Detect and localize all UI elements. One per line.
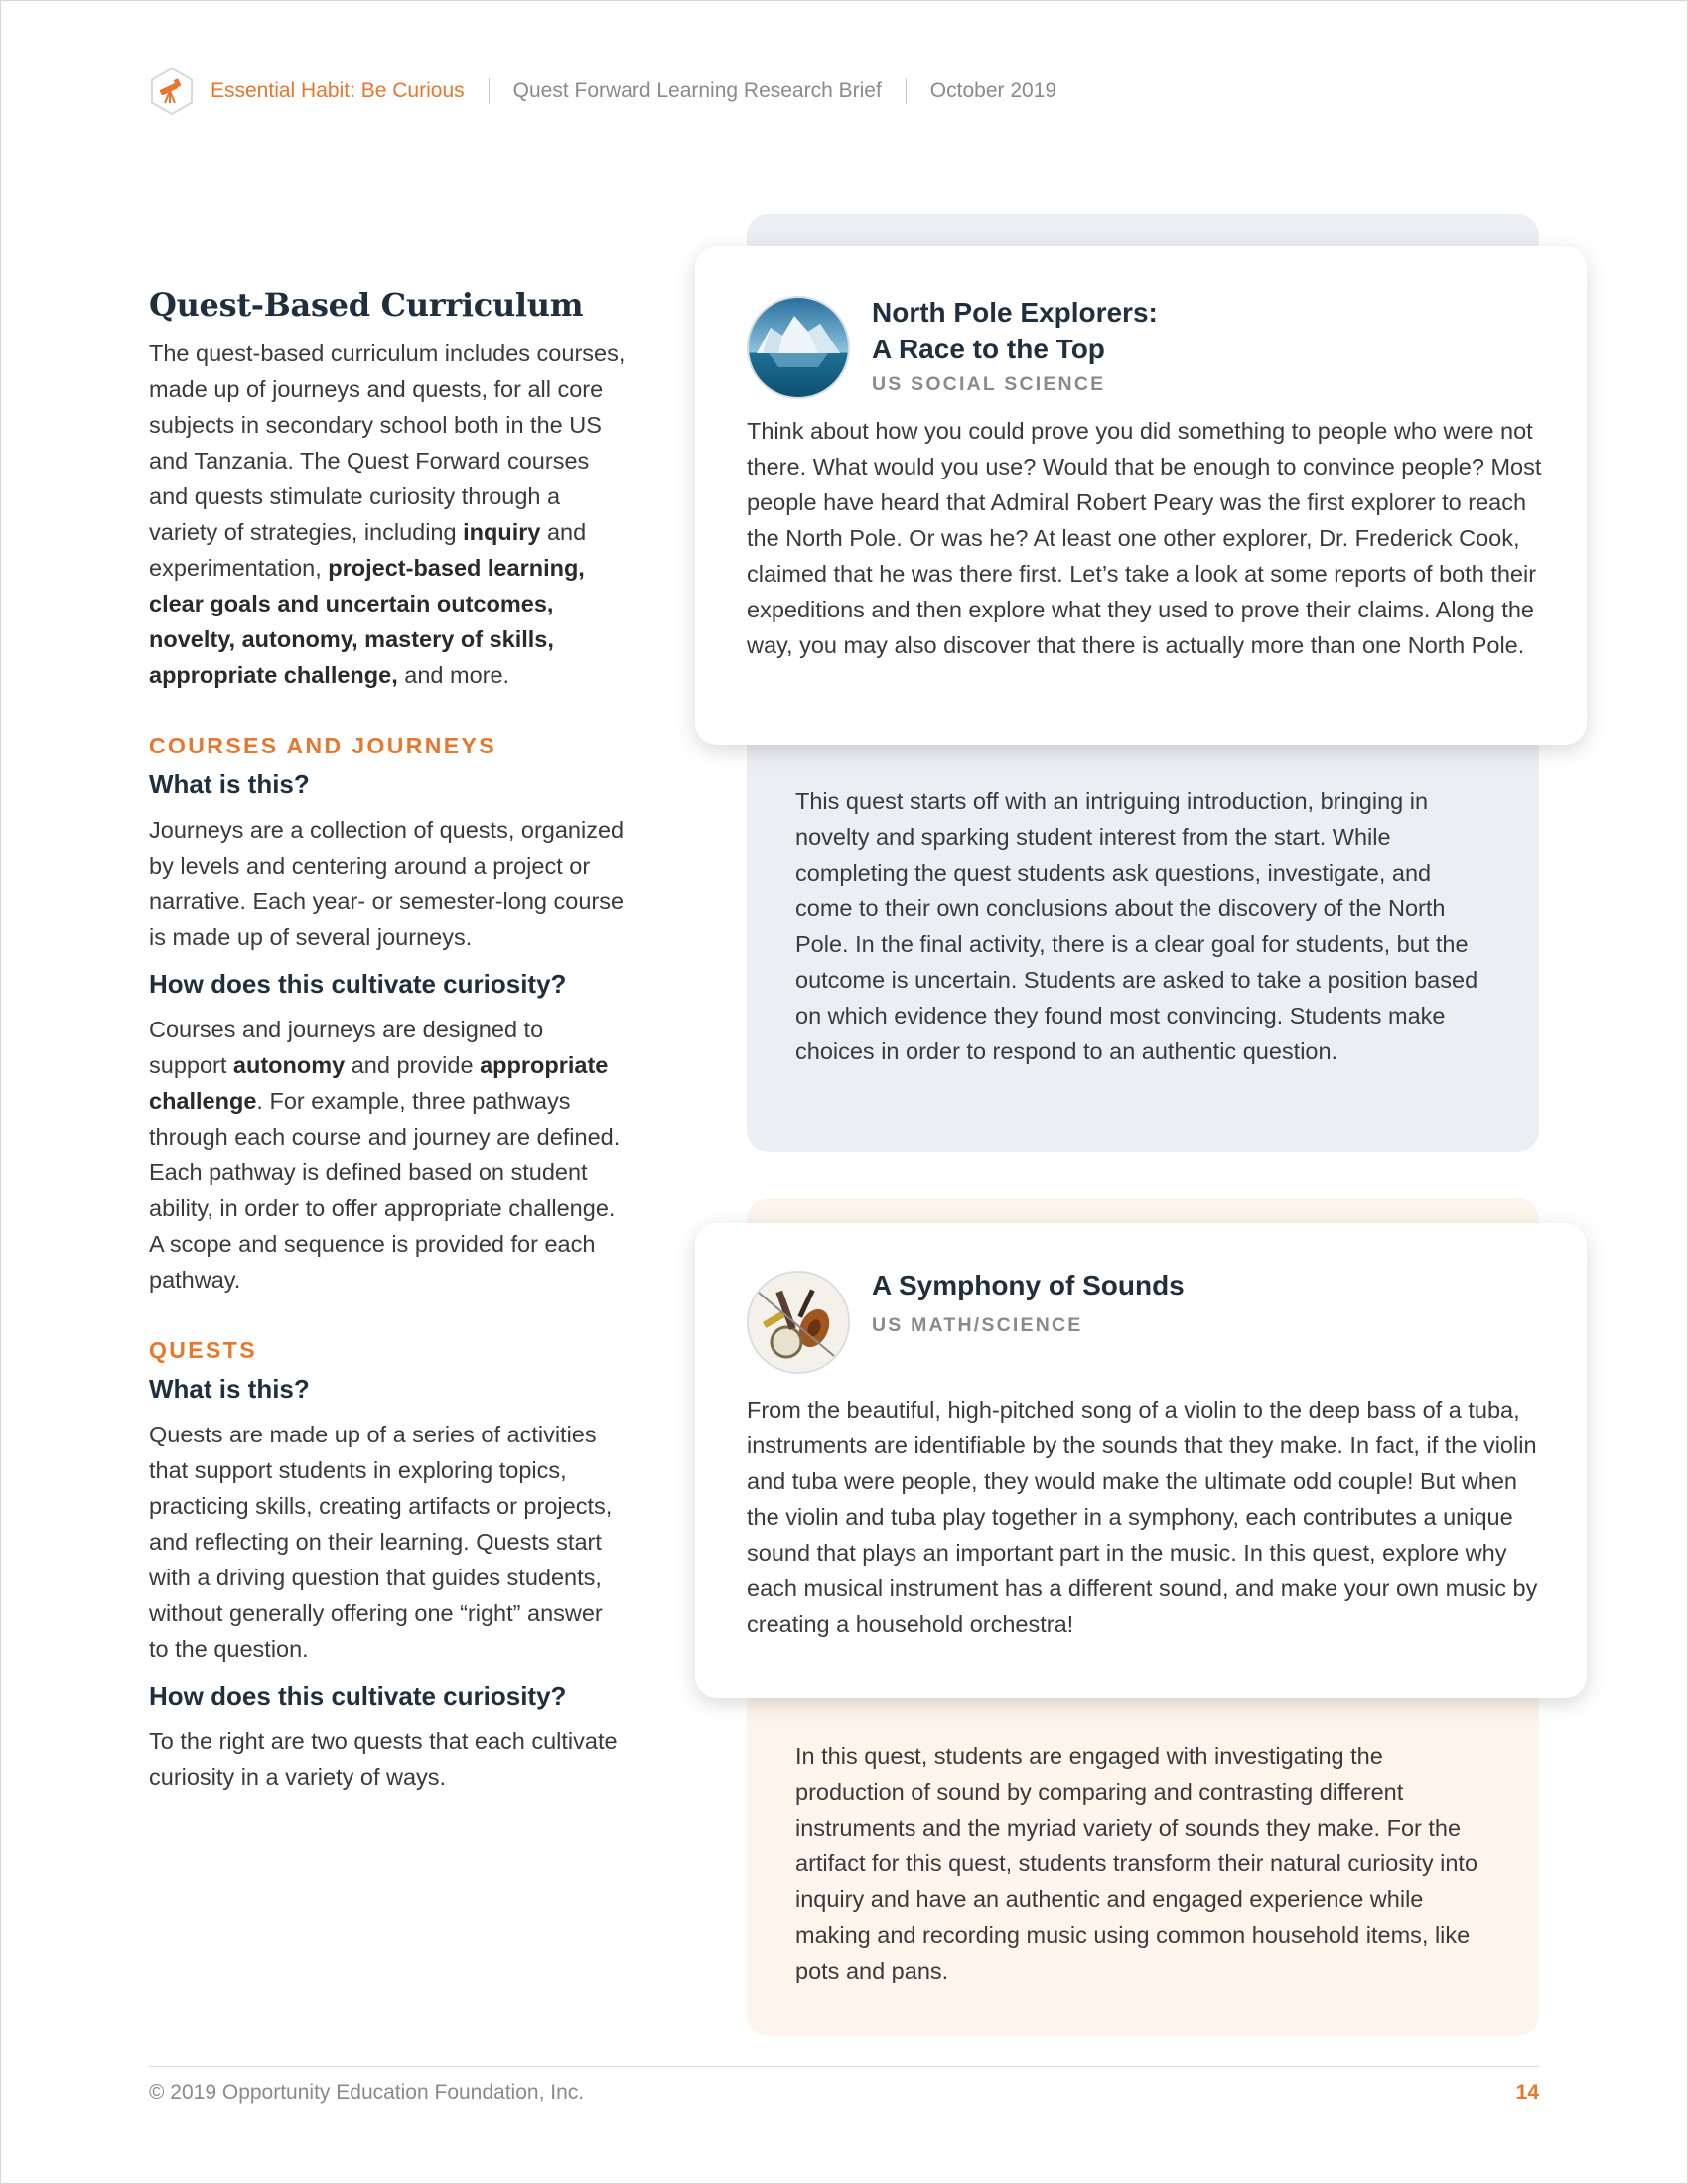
quest-card-north-pole — [695, 246, 1587, 745]
header-divider — [906, 78, 907, 104]
header-divider — [489, 78, 490, 104]
quest-subject: US SOCIAL SCIENCE — [872, 373, 1106, 395]
brief-title: Quest Forward Learning Research Brief — [512, 79, 882, 102]
courses-heading: COURSES AND JOURNEYS — [149, 733, 497, 758]
quests-heading: QUESTS — [149, 1337, 257, 1363]
quests-how-text: To the right are two quests that each cultivate curiosity in a variety of ways. — [149, 1728, 618, 1790]
section-title: Quest-Based Curriculum — [149, 286, 584, 324]
left-column — [149, 286, 626, 1795]
habit-label: Essential Habit: Be Curious — [211, 79, 465, 102]
brief-date: October 2019 — [929, 79, 1057, 102]
courses-how-heading: How does this cultivate curiosity? — [149, 969, 567, 999]
quest-title: A Symphony of Sounds — [872, 1270, 1185, 1300]
instruments-icon — [747, 1271, 850, 1374]
footer-divider — [149, 2066, 1539, 2067]
telescope-icon — [149, 67, 195, 116]
copyright: © 2019 Opportunity Education Foundation, Inc. — [149, 2081, 585, 2104]
quests-how-heading: How does this cultivate curiosity? — [149, 1681, 567, 1710]
page-number: 14 — [1515, 2081, 1539, 2104]
courses-what-text: Journeys are a collection of quests, organized by levels and centering around a project or narrative. Each year- or semester-long course is made up of several journeys. — [149, 817, 625, 950]
quest-card-symphony — [695, 1223, 1587, 1698]
intro-paragraph: The quest-based curriculum includes courses, made up of journeys and quests, for all core subjects in secondary school both in the US and Tanzania. The Quest Forward courses and quests stimulate curiosity through a variety of strategies, including inquiry and experimentation, project-based learning, clear goals and uncertain outcomes, novelty, autonomy, mastery of skills, appropriate challenge, and more. — [149, 341, 626, 688]
iceberg-icon — [747, 296, 850, 399]
quests-what-text: Quests are made up of a series of activities that support students in exploring topics, practicing skills, creating artifacts or projects, and reflecting on their learning. Quests start with a driving question that guides students, without generally offering one “right” answer to the question. — [149, 1422, 613, 1662]
page-header — [149, 68, 1056, 115]
courses-how-text: Courses and journeys are designed to support autonomy and provide appropriate challenge. For example, three pathways through each course and journey are defined. Each pathway is defined based on student ability, in order to offer appropriate challenge. A scope and sequence is provided for each pathway. — [149, 1017, 621, 1293]
quest-description: Think about how you could prove you did something to people who were not there. What would you use? Would that be enough to convince people? Most people have heard that Admiral Robert Peary was the first explorer to reach the North Pole. Or was he? At least one other explorer, Dr. Frederick Cook, claimed that he was there first. Let’s take a look at some reports of both their expeditions and then explore what they used to prove their claims. Along the way, you may also discover that there is actually more than one North Pole. — [747, 418, 1542, 658]
quest-subject: US MATH/SCIENCE — [872, 1314, 1083, 1336]
quest-description: From the beautiful, high-pitched song of a violin to the deep bass of a tuba, instruments are identifiable by the sounds that they make. In fact, if the violin and tuba were people, they would make the ultimate odd couple! But when the violin and tuba play together in a symphony, each contributes a unique sound that plays an important part in the music. In this quest, explore why each musical instrument has a different sound, and make your own music by creating a household orchestra! — [747, 1397, 1538, 1637]
quest-analysis: This quest starts off with an intriguing introduction, bringing in novelty and sparking student interest from the start. While completing the quest students ask questions, investigate, and come to their own conclusions about the discovery of the North Pole. In the final activity, there is a clear goal for students, but the outcome is uncertain. Students are asked to take a position based on which evidence they found most convincing. Students make choices in order to respond to an authentic question. — [795, 788, 1478, 1064]
quest-title: North Pole Explorers: A Race to the Top — [872, 297, 1158, 364]
courses-what-heading: What is this? — [149, 769, 310, 799]
quest-analysis: In this quest, students are engaged with investigating the production of sound by comparing and contrasting different instruments and the myriad variety of sounds they make. For the artifact for this quest, students transform their natural curiosity into inquiry and have an authentic and engaged experience while making and recording music using common household items, like pots and pans. — [795, 1743, 1478, 1983]
quests-what-heading: What is this? — [149, 1374, 310, 1404]
